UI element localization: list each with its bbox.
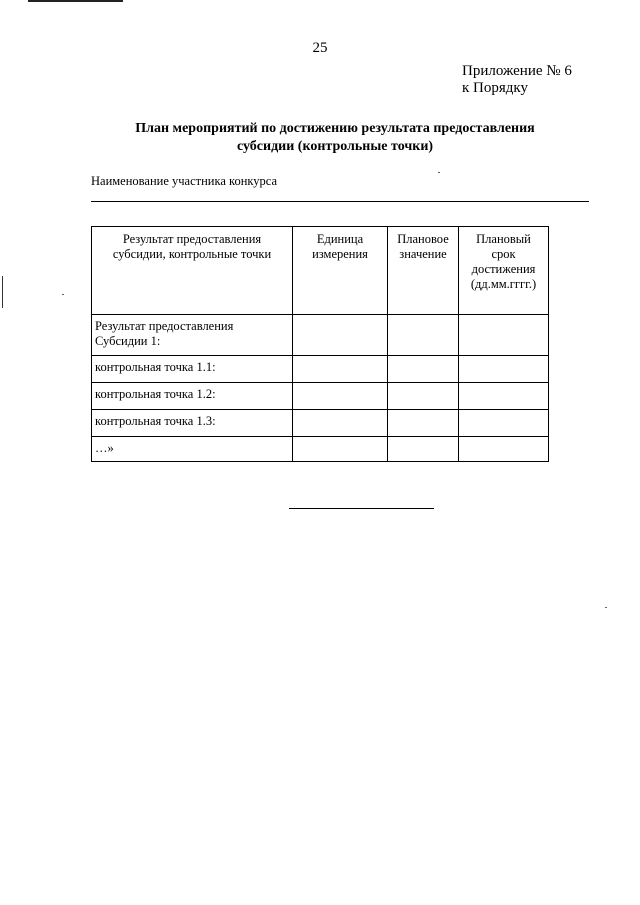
participant-label: Наименование участника конкурса — [91, 174, 278, 188]
scan-speck — [605, 607, 607, 608]
cell-value — [388, 356, 459, 383]
row-label: контрольная точка 1.1: — [92, 356, 293, 383]
scan-speck — [438, 172, 440, 173]
participant-fill-line — [91, 201, 589, 202]
cell-unit — [293, 356, 388, 383]
cell-date — [459, 383, 549, 410]
cell-unit — [293, 410, 388, 437]
header-planned-date: Плановый срок достижения (дд.мм.гггг.) — [459, 227, 549, 315]
closing-line — [289, 508, 434, 509]
table-row — [92, 356, 549, 383]
plan-table — [91, 226, 549, 462]
table-header-row — [92, 227, 549, 315]
table-row — [92, 437, 549, 462]
table-row — [92, 315, 549, 356]
document-title — [90, 120, 580, 156]
scan-speck — [62, 294, 64, 295]
cell-unit — [293, 437, 388, 462]
cell-date — [459, 356, 549, 383]
row-label: …» — [92, 437, 293, 462]
row-label: Результат предоставления Субсидии 1: — [92, 315, 293, 356]
cell-value — [388, 383, 459, 410]
cell-value — [388, 410, 459, 437]
appendix-line-1: Приложение № 6 — [462, 63, 572, 79]
cell-value — [388, 315, 459, 356]
title-line-2: субсидии (контрольные точки) — [236, 139, 434, 154]
appendix-note — [462, 63, 572, 97]
cell-date — [459, 410, 549, 437]
row-label: контрольная точка 1.2: — [92, 383, 293, 410]
header-unit: Единица измерения — [293, 227, 388, 315]
title-line-1: План мероприятий по достижению результата предоставления — [135, 121, 535, 136]
table-row — [92, 383, 549, 410]
cell-unit — [293, 383, 388, 410]
header-result: Результат предоставления субсидии, контрольные точки — [92, 227, 293, 315]
scan-top-mark — [28, 0, 123, 2]
appendix-line-2: к Порядку — [462, 80, 528, 96]
row-label: контрольная точка 1.3: — [92, 410, 293, 437]
header-planned-value: Плановое значение — [388, 227, 459, 315]
cell-value — [388, 437, 459, 462]
cell-unit — [293, 315, 388, 356]
cell-date — [459, 437, 549, 462]
scan-left-mark — [2, 276, 3, 308]
table-row — [92, 410, 549, 437]
page-number: 25 — [312, 40, 328, 56]
cell-date — [459, 315, 549, 356]
